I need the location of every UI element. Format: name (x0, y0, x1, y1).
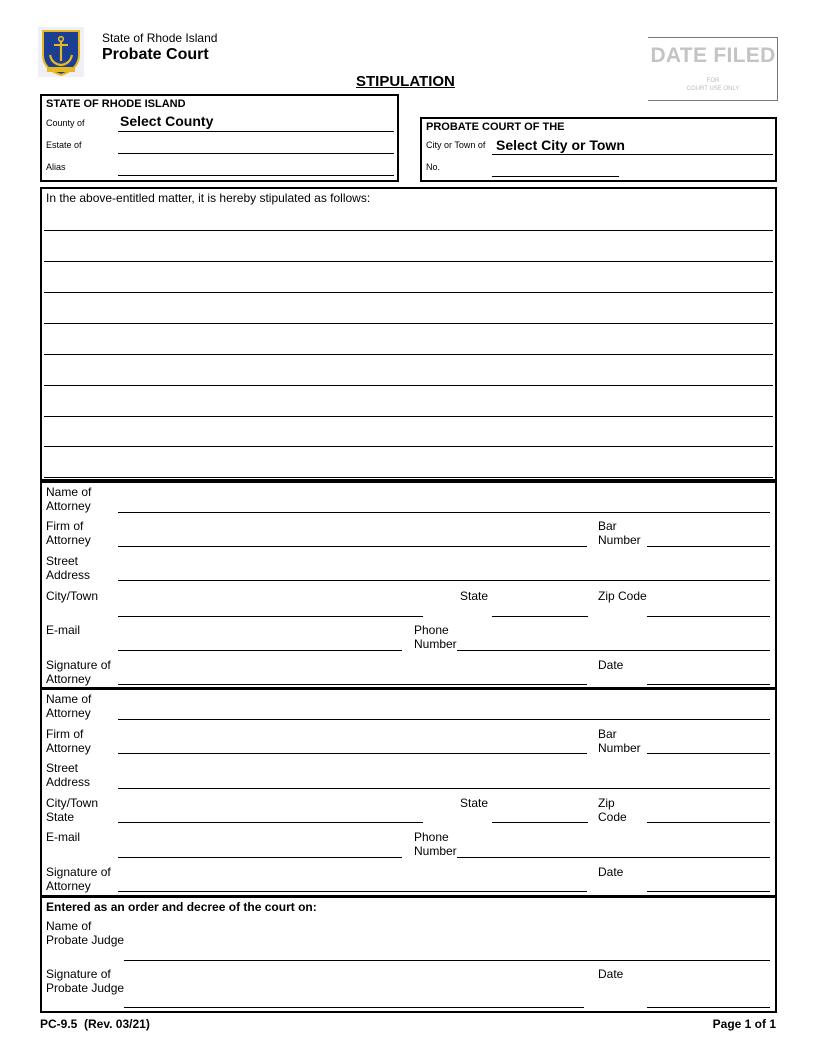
attorney-2-signature-label: Signature of Attorney (46, 865, 111, 893)
county-label: County of (46, 118, 85, 128)
court-box-title: PROBATE COURT OF THE (426, 121, 565, 133)
attorney-2-bar-label: Bar Number (598, 727, 641, 755)
attorney-2-street-label: Street Address (46, 761, 91, 789)
attorney-2-city-field[interactable] (118, 822, 423, 823)
attorney-2-street-field[interactable] (118, 788, 770, 789)
attorney-2-zip-label: Zip Code (598, 796, 627, 824)
stipulation-line[interactable] (44, 323, 773, 324)
attorney-1-street-label: Street Address (46, 554, 91, 582)
attorney-2-firm-field[interactable] (118, 753, 587, 754)
attorney-2-date-label: Date (598, 865, 624, 879)
stipulation-line[interactable] (44, 446, 773, 447)
attorney-2-bar-field[interactable] (647, 753, 770, 754)
estate-field[interactable] (118, 153, 394, 154)
stipulation-line[interactable] (44, 416, 773, 417)
attorney-2-email-field[interactable] (118, 857, 402, 858)
attorney-1-phone-label: Phone Number (414, 623, 457, 651)
judge-date-field[interactable] (647, 1007, 770, 1008)
judge-date-label: Date (598, 967, 624, 981)
case-box-title: STATE OF RHODE ISLAND (46, 98, 186, 110)
stipulation-line[interactable] (44, 477, 773, 478)
attorney-2-name-label: Name of Attorney (46, 692, 92, 720)
attorney-1-email-field[interactable] (118, 650, 402, 651)
page-number: Page 1 of 1 (712, 1017, 776, 1031)
attorney-2-signature-field[interactable] (118, 891, 587, 892)
attorney-2-firm-label: Firm of Attorney (46, 727, 91, 755)
state-name: State of Rhode Island (102, 31, 218, 45)
form-title: STIPULATION (356, 73, 455, 90)
stipulation-line[interactable] (44, 385, 773, 386)
state-seal-icon (38, 27, 84, 77)
county-select[interactable]: Select County (120, 113, 214, 129)
attorney-1-zip-field[interactable] (647, 616, 770, 617)
court-use-only-label: COURT USE ONLY (686, 86, 740, 92)
attorney-2-state-label: State (460, 796, 489, 810)
attorney-1-bar-field[interactable] (647, 546, 770, 547)
attorney-2-phone-label: Phone Number (414, 830, 457, 858)
stipulation-box (40, 187, 777, 481)
order-title: Entered as an order and decree of the court on: (46, 900, 317, 914)
attorney-2-city-label: City/Town State (46, 796, 99, 824)
date-filed-box (648, 37, 778, 101)
attorney-2-name-field[interactable] (118, 719, 770, 720)
attorney-2-zip-field[interactable] (647, 822, 770, 823)
stipulation-intro: In the above-entitled matter, it is hereby stipulated as follows: (46, 191, 371, 205)
attorney-2-phone-field[interactable] (457, 857, 770, 858)
attorney-1-name-field[interactable] (118, 512, 770, 513)
judge-name-field[interactable] (124, 960, 770, 961)
attorney-2-state-field[interactable] (492, 822, 588, 823)
date-filed-label: DATE FILED (650, 44, 776, 67)
attorney-1-bar-label: Bar Number (598, 519, 641, 547)
attorney-1-city-label: City/Town (46, 589, 99, 603)
case-number-label: No. (426, 162, 441, 172)
attorney-1-firm-label: Firm of Attorney (46, 519, 91, 547)
attorney-1-state-field[interactable] (492, 616, 588, 617)
alias-label: Alias (46, 162, 66, 172)
alias-field[interactable] (118, 175, 394, 176)
attorney-1-phone-field[interactable] (457, 650, 770, 651)
stipulation-line[interactable] (44, 354, 773, 355)
judge-signature-label: Signature of Probate Judge (46, 967, 125, 995)
city-town-label: City or Town of (426, 140, 486, 150)
attorney-1-date-label: Date (598, 658, 624, 672)
attorney-1-state-label: State (460, 589, 489, 603)
attorney-1-street-field[interactable] (118, 580, 770, 581)
attorney-2-date-field[interactable] (647, 891, 770, 892)
judge-name-label: Name of Probate Judge (46, 919, 125, 947)
judge-signature-field[interactable] (124, 1007, 584, 1008)
court-name: Probate Court (102, 46, 209, 63)
attorney-1-signature-label: Signature of Attorney (46, 658, 111, 686)
attorney-1-name-label: Name of Attorney (46, 485, 92, 513)
attorney-1-date-field[interactable] (647, 684, 770, 685)
stipulation-line[interactable] (44, 230, 773, 231)
stipulation-line[interactable] (44, 292, 773, 293)
attorney-1-signature-field[interactable] (118, 684, 587, 685)
estate-label: Estate of (46, 140, 82, 150)
attorney-1-zip-label: Zip Code (598, 589, 647, 603)
attorney-1-email-label: E-mail (46, 623, 81, 637)
attorney-2-email-label: E-mail (46, 830, 81, 844)
form-number: PC-9.5 (Rev. 03/21) (40, 1017, 150, 1031)
attorney-1-firm-field[interactable] (118, 546, 587, 547)
city-town-select[interactable]: Select City or Town (496, 137, 625, 153)
for-label: FOR (706, 78, 720, 84)
attorney-1-city-field[interactable] (118, 616, 423, 617)
case-number-field[interactable] (492, 176, 619, 177)
stipulation-line[interactable] (44, 261, 773, 262)
